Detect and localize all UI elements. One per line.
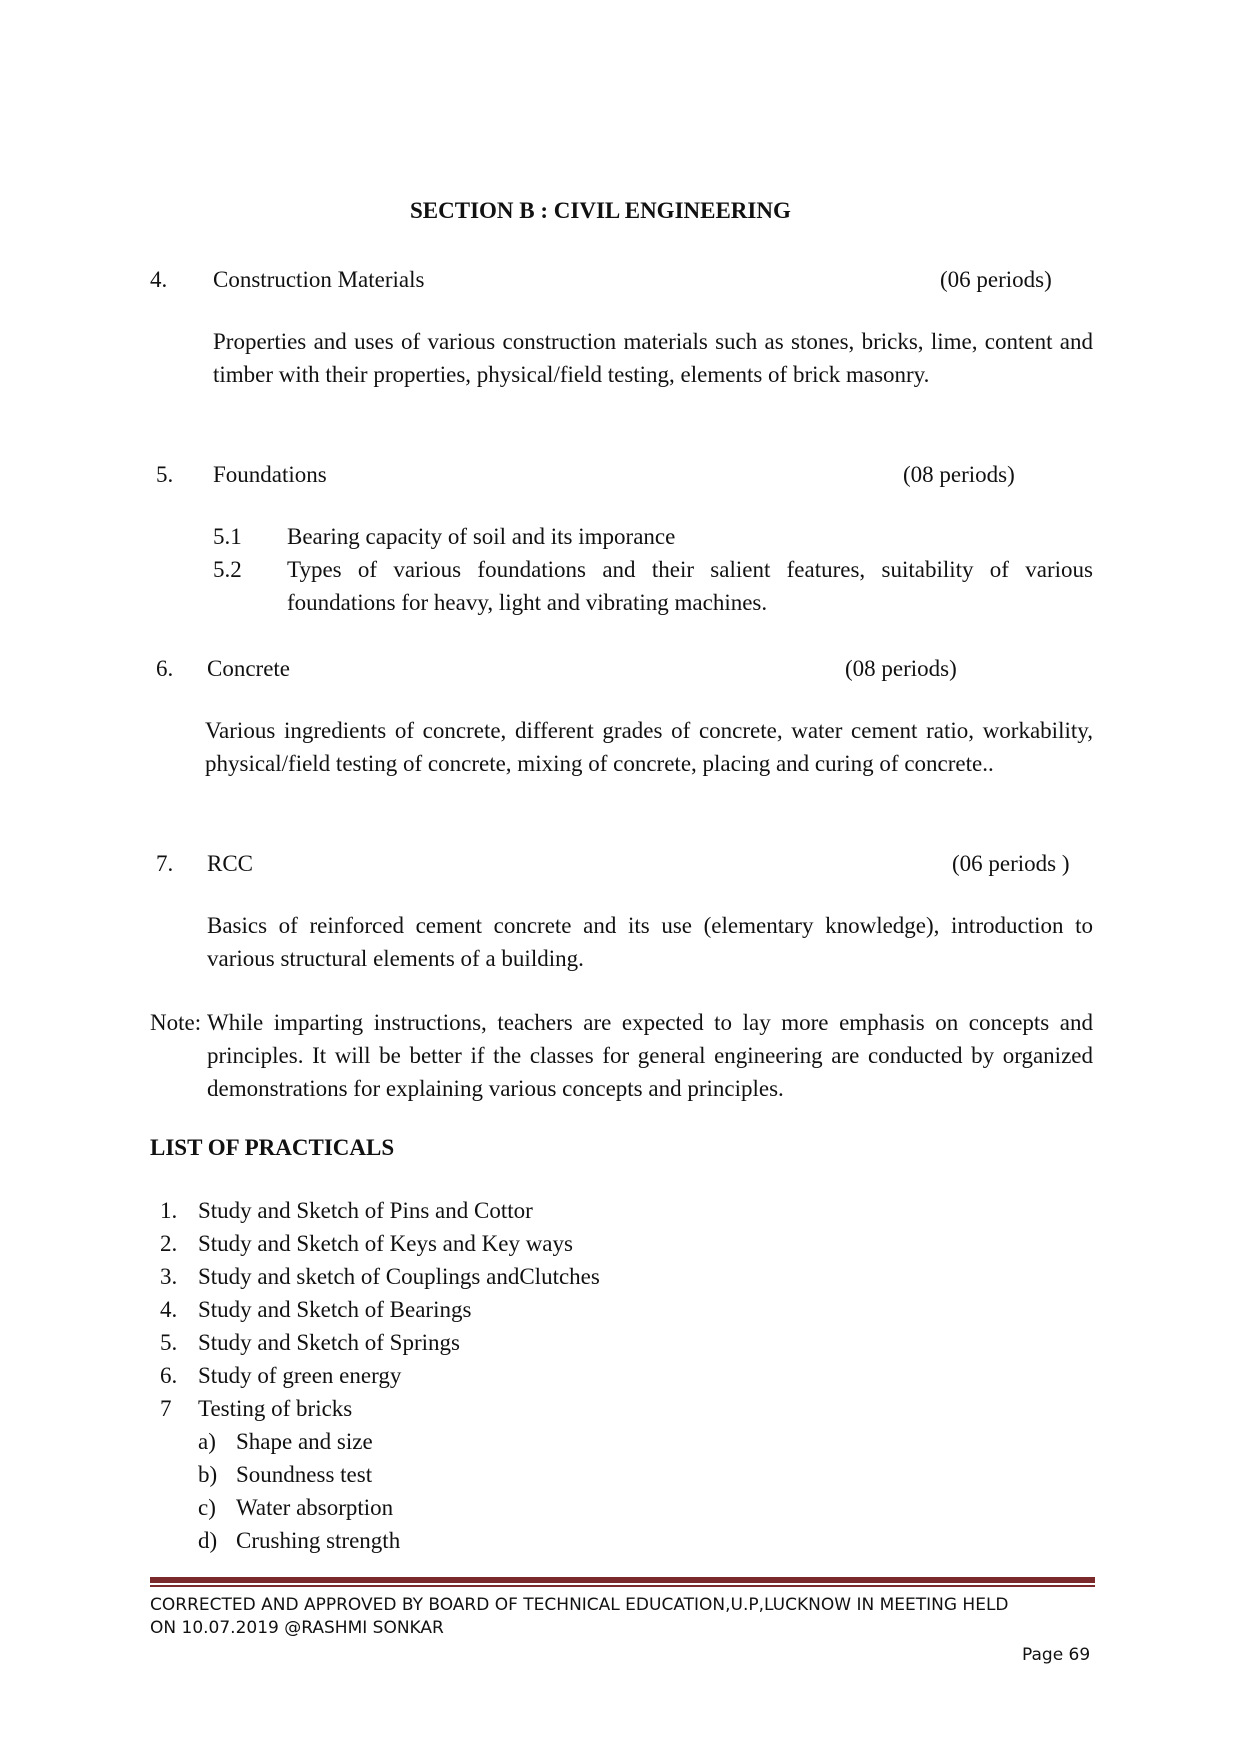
practical-item: Testing of bricks [198, 1396, 353, 1421]
topic-6-periods: (08 periods) [845, 656, 957, 681]
practical-number: 1. [160, 1198, 178, 1223]
topic-6-title: Concrete [207, 656, 291, 681]
practical-item: Study and Sketch of Springs [198, 1330, 460, 1355]
practicals-heading: LIST OF PRACTICALS [150, 1135, 395, 1160]
practical-subitem-letter: b) [198, 1462, 218, 1487]
practical-item: Study and Sketch of Pins and Cottor [198, 1198, 533, 1223]
practical-item: Study and Sketch of Bearings [198, 1297, 472, 1322]
footer-divider [150, 1577, 1095, 1583]
footer-divider-thin [150, 1585, 1095, 1587]
practical-subitem: Shape and size [236, 1429, 373, 1454]
footer-line-2: ON 10.07.2019 @RASHMI SONKAR [150, 1618, 444, 1638]
subitem-5-2-text: Types of various foundations and their salient features, suitability of various foundations for heavy, light and vibrating machines. [287, 557, 1093, 615]
topic-4-title: Construction Materials [213, 267, 425, 292]
topic-4-number: 4. [150, 267, 168, 292]
subitem-5-1-number: 5.1 [213, 524, 242, 549]
topic-6-body: Various ingredients of concrete, different grades of concrete, water cement ratio, workability, physical/field testing of concrete, mixing of concrete, placing and curing of concrete.. [205, 718, 1093, 776]
practical-number: 3. [160, 1264, 178, 1289]
topic-7-body: Basics of reinforced cement concrete and its use (elementary knowledge), introduction to various structural elements of a building. [207, 913, 1093, 971]
practical-subitem-letter: d) [198, 1528, 218, 1553]
practical-item: Study and Sketch of Keys and Key ways [198, 1231, 573, 1256]
topic-5-number: 5. [156, 462, 174, 487]
topic-4-body: Properties and uses of various construction materials such as stones, bricks, lime, content and timber with their properties, physical/field testing, elements of brick masonry. [213, 329, 1093, 387]
practical-item: Study and sketch of Couplings andClutches [198, 1264, 600, 1289]
practical-number: 7 [160, 1396, 172, 1421]
practical-subitem: Crushing strength [236, 1528, 401, 1553]
practical-number: 6. [160, 1363, 178, 1388]
practical-number: 4. [160, 1297, 178, 1322]
practical-subitem: Soundness test [236, 1462, 373, 1487]
topic-4-periods: (06 periods) [940, 267, 1052, 292]
practical-number: 2. [160, 1231, 178, 1256]
practical-subitem-letter: c) [198, 1495, 216, 1520]
section-title: SECTION B : CIVIL ENGINEERING [410, 198, 791, 223]
note-text: While imparting instructions, teachers are expected to lay more emphasis on concepts and principles. It will be better if the classes for general engineering are conducted by organized demonstrations for explaining various concepts and principles. [207, 1010, 1093, 1101]
practical-item: Study of green energy [198, 1363, 402, 1388]
practical-subitem: Water absorption [236, 1495, 394, 1520]
note-label: Note: [150, 1010, 202, 1035]
topic-7-number: 7. [156, 851, 174, 876]
subitem-5-2-number: 5.2 [213, 557, 242, 582]
topic-5-periods: (08 periods) [903, 462, 1015, 487]
topic-7-title: RCC [207, 851, 254, 876]
practical-number: 5. [160, 1330, 178, 1355]
subitem-5-1-text: Bearing capacity of soil and its imporance [287, 524, 676, 549]
page-number: Page 69 [1022, 1645, 1091, 1665]
topic-6-number: 6. [156, 656, 174, 681]
topic-5-title: Foundations [213, 462, 327, 487]
practical-subitem-letter: a) [198, 1429, 216, 1454]
footer-line-1: CORRECTED AND APPROVED BY BOARD OF TECHNICAL EDUCATION,U.P,LUCKNOW IN MEETING HELD [150, 1595, 1009, 1615]
topic-7-periods: (06 periods ) [952, 851, 1070, 876]
